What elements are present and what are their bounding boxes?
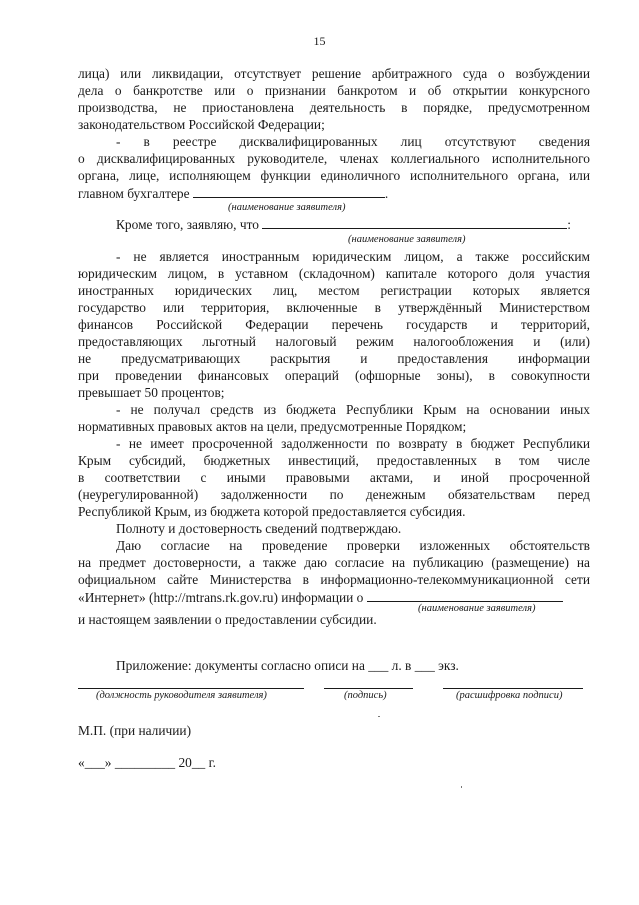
text-line [78,185,388,202]
signature-field[interactable] [324,688,413,689]
text-line: Даю согласие на проведение проверки изложенных обстоятельств [116,538,590,553]
caption-position: (должность руководителя заявителя) [96,690,267,701]
date-line [78,755,216,771]
text-line: государство или территория, включенные в утверждённый Министерством [78,300,590,315]
caption-applicant-name: (наименование заявителя) [348,234,466,245]
text-line: (неурегулированной) задолженности по денежным обязательствам перед [78,487,590,502]
text-fragment: Кроме того, заявляю, что [116,217,259,232]
stamp-label: М.П. (при наличии) [78,723,192,738]
text-line [116,216,571,233]
text-line: органа, лице, исполняющем функции единоличного исполнительного органа, или [78,168,590,183]
text-line: лица) или ликвидации, отсутствует решение арбитражного суда о возбуждении [78,66,590,81]
text-line: - не получал средств из бюджета Республики Крым на основании иных [116,402,590,417]
caption-signature: (подпись) [344,690,387,701]
text-line: иностранных юридических лиц, местом регистрации которых является [78,283,590,298]
text-line: Крым субсидий, бюджетных инвестиций, предоставленных в том числе [78,453,590,468]
text-line: при проведении финансовых операций (офшорные зоны), в совокупности [78,368,590,383]
text-line: не предусматривающих раскрытия и предоставления информации [78,351,590,366]
appendix-line: Приложение: документы согласно описи на ___ л. в ___ экз. [116,658,459,673]
scan-speck [461,786,462,788]
text-line: производства, не приостановлена деятельность в порядке, предусмотренном [78,100,590,115]
colon-mark: : [567,217,572,232]
text-line: нормативных правовых актов на цели, предусмотренные Порядком; [78,419,467,434]
year-field[interactable]: 20__ [178,755,206,770]
text-line: о дисквалифицированных руководителе, членах коллегиального исполнительного [78,151,590,166]
text-line: на предмет достоверности, а также даю согласие на публикацию (размещение) на [78,555,590,570]
text-line: Республикой Крым, из бюджета которой предоставляется субсидия. [78,504,466,519]
text-line: официальном сайте Министерства в информационно-телекоммуникационной сети [78,572,590,587]
text-line: финансов Российской Федерации перечень государств и территорий, [78,317,590,332]
decoding-field[interactable] [443,688,583,689]
text-line: предоставляющих льготный налоговый режим налогообложения и (или) [78,334,590,349]
text-line: Полноту и достоверность сведений подтверждаю. [116,521,402,536]
text-line: - в реестре дисквалифицированных лиц отсутствуют сведения [116,134,590,149]
text-line: - не имеет просроченной задолженности по возврату в бюджет Республики [116,436,590,451]
text-fragment: «Интернет» (http://mtrans.rk.gov.ru) информации о [78,590,364,605]
applicant-name-field[interactable] [367,589,563,602]
text-line: законодательством Российской Федерации; [78,117,325,132]
applicant-name-field[interactable] [193,185,385,198]
position-field[interactable] [78,688,304,689]
caption-applicant-name: (наименование заявителя) [228,202,346,213]
day-field[interactable]: «___» [78,755,112,770]
scan-speck [378,716,380,717]
text-line: в соответствии с иными правовыми актами, и иной просроченной [78,470,590,485]
period-mark: . [384,186,389,201]
year-suffix: г. [208,755,216,770]
caption-decoding: (расшифровка подписи) [456,690,563,701]
text-fragment: главном бухгалтере [78,186,190,201]
text-line: дела о банкротстве или о признании банкротом и об открытии конкурсного [78,83,590,98]
text-line: юридическим лицом, в уставном (складочном) капитале которого доля участия [78,266,590,281]
text-line: и настоящем заявлении о предоставлении субсидии. [78,612,377,627]
text-line: - не является иностранным юридическим лицом, а также российским [116,249,590,264]
month-field[interactable]: _________ [114,755,176,770]
page-number: 15 [313,34,326,48]
applicant-name-field[interactable] [262,216,567,229]
caption-applicant-name: (наименование заявителя) [418,603,536,614]
text-line: превышает 50 процентов; [78,385,225,400]
